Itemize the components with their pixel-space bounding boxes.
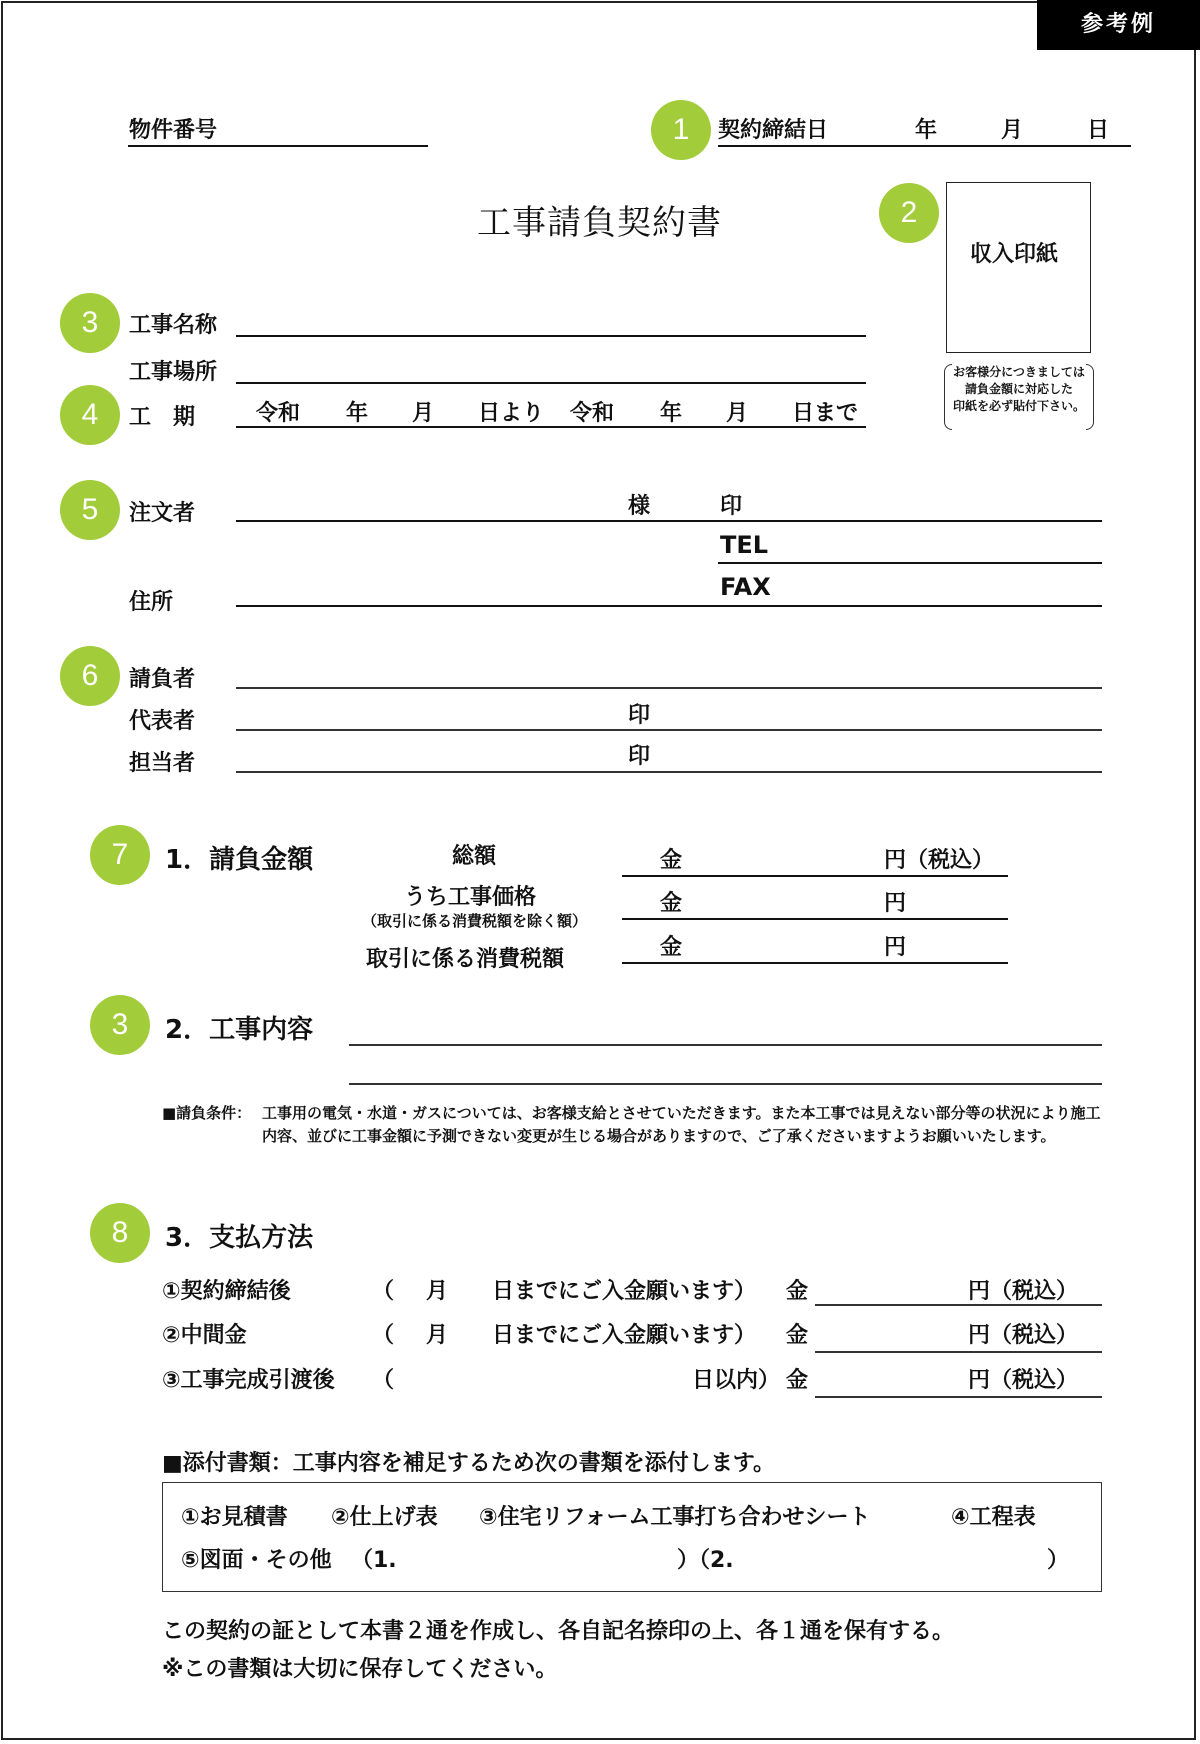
period-year-2: 年 — [660, 401, 683, 426]
payment-3-field[interactable] — [815, 1396, 1102, 1398]
payment-2-text: 日までにご入金願います） — [492, 1323, 757, 1348]
stamp-note — [944, 364, 1094, 430]
fax-label: FAX — [720, 573, 771, 601]
bracket-right-icon — [1086, 364, 1094, 430]
project-name-label: 工事名称 — [129, 313, 218, 338]
orderer-seal: 印 — [720, 494, 743, 519]
contract-day-unit: 日 — [1087, 118, 1110, 143]
conditions-label: ■請負条件： — [162, 1104, 252, 1122]
period-era-1: 令和 — [256, 401, 301, 426]
attachment-estimate: ①お見積書 — [181, 1505, 288, 1530]
attachment-other-1[interactable]: （1. — [351, 1548, 397, 1573]
attachments-heading: ■添付書類：工事内容を補足するため次の書類を添付します。 — [162, 1451, 776, 1476]
contract-date-field[interactable] — [718, 145, 1131, 147]
reference-badge: 参考例 — [1037, 0, 1200, 50]
representative-seal: 印 — [628, 703, 651, 728]
attachment-meeting-sheet: ③住宅リフォーム工事打ち合わせシート — [479, 1505, 871, 1530]
payment-1-field[interactable] — [815, 1304, 1102, 1306]
attachment-other-2[interactable]: ）（2. — [677, 1548, 734, 1573]
property-number-label: 物件番号 — [129, 118, 218, 143]
amount-tax-label: 取引に係る消費税額 — [366, 947, 565, 972]
project-site-label: 工事場所 — [129, 360, 218, 385]
marker-5: 5 — [60, 480, 120, 540]
page-title: 工事請負契約書 — [477, 203, 722, 243]
marker-6: 6 — [60, 646, 120, 706]
attachments-box — [162, 1482, 1102, 1592]
payment-2-paren: （ — [372, 1323, 395, 1348]
payment-3-kin: 金 — [786, 1368, 809, 1393]
marker-8: 8 — [90, 1203, 150, 1263]
contract-year-unit: 年 — [915, 118, 938, 143]
payment-1-month: 月 — [426, 1279, 449, 1304]
payment-heading: 3．支払方法 — [165, 1223, 314, 1253]
stamp-note-line-3: 印紙を必ず貼付下さい。 — [952, 399, 1085, 413]
work-heading: 2．工事内容 — [165, 1015, 314, 1045]
marker-3b: 3 — [90, 995, 150, 1055]
payment-3-text: 日以内） — [692, 1368, 781, 1393]
footer-note: ※この書類は大切に保存してください。 — [162, 1657, 558, 1682]
period-from: 日より — [478, 401, 545, 426]
period-era-2: 令和 — [570, 401, 615, 426]
attachment-schedule: ④工程表 — [951, 1505, 1036, 1530]
payment-1-paren: （ — [372, 1279, 395, 1304]
payment-1-text: 日までにご入金願います） — [492, 1279, 757, 1304]
payment-2-kin: 金 — [786, 1323, 809, 1348]
staff-label: 担当者 — [129, 751, 196, 776]
conditions-text: 工事用の電気・水道・ガスについては、お客様支給とさせていただきます。また本工事では見えない部分等の状況により施工内容、並びに工事金額に予測できない変更が生じる場合がありますので、ご了承くださいますようお願いいたします。 — [262, 1104, 1101, 1145]
contractor-field[interactable] — [236, 687, 1102, 689]
amount-tax-kin: 金 — [660, 935, 683, 960]
payment-2-month: 月 — [426, 1323, 449, 1348]
staff-seal: 印 — [628, 744, 651, 769]
amount-price-field[interactable] — [622, 918, 1008, 920]
payment-2-yen: 円（税込） — [968, 1323, 1079, 1348]
amount-price-yen: 円 — [884, 891, 907, 916]
work-field-1[interactable] — [349, 1044, 1102, 1046]
payment-2-label: ②中間金 — [162, 1323, 247, 1348]
attachment-other-end: ） — [1047, 1548, 1070, 1573]
marker-3: 3 — [60, 293, 120, 353]
payment-3-label: ③工事完成引渡後 — [162, 1368, 335, 1393]
property-number-field[interactable] — [128, 145, 428, 147]
amount-total-kin: 金 — [660, 848, 683, 873]
tel-label: TEL — [720, 531, 769, 559]
revenue-stamp-label: 収入印紙 — [970, 242, 1059, 267]
representative-label: 代表者 — [129, 709, 196, 734]
contract-date-label: 契約締結日 — [718, 118, 829, 143]
amount-total-yen: 円（税込） — [884, 848, 995, 873]
amount-price-label: うち工事価格 — [404, 885, 537, 910]
amount-price-sub: （取引に係る消費税額を除く額） — [362, 912, 588, 930]
amount-tax-yen: 円 — [884, 935, 907, 960]
contractor-label: 請負者 — [129, 667, 196, 692]
address-label: 住所 — [129, 590, 174, 615]
payment-1-yen: 円（税込） — [968, 1279, 1079, 1304]
contract-month-unit: 月 — [1001, 118, 1024, 143]
payment-1-kin: 金 — [786, 1279, 809, 1304]
stamp-note-line-2: 請負金額に対応した — [964, 382, 1073, 396]
revenue-stamp-box — [946, 182, 1091, 353]
stamp-note-line-1: お客様分につきましては — [953, 365, 1085, 379]
attachment-other-label: ⑤図面・その他 — [181, 1548, 332, 1573]
work-field-2[interactable] — [349, 1083, 1102, 1085]
amount-heading: 1．請負金額 — [165, 845, 314, 875]
marker-7: 7 — [90, 825, 150, 885]
amount-total-label: 総額 — [452, 844, 497, 869]
payment-3-paren: （ — [372, 1368, 395, 1393]
contract-conditions — [162, 1102, 1107, 1148]
payment-3-yen: 円（税込） — [968, 1368, 1079, 1393]
amount-price-kin: 金 — [660, 891, 683, 916]
payment-2-field[interactable] — [815, 1351, 1102, 1353]
marker-2: 2 — [879, 183, 939, 243]
period-month-2: 月 — [726, 401, 749, 426]
footer-statement: この契約の証として本書２通を作成し、各自記名捺印の上、各１通を保有する。 — [162, 1619, 955, 1644]
amount-tax-field[interactable] — [622, 962, 1008, 964]
project-name-field[interactable] — [236, 335, 866, 337]
period-label: 工 期 — [129, 405, 196, 430]
attachment-finish-table: ②仕上げ表 — [331, 1505, 438, 1530]
period-field[interactable] — [236, 426, 866, 428]
orderer-label: 注文者 — [129, 501, 196, 526]
bracket-left-icon — [944, 364, 952, 430]
representative-field[interactable] — [236, 729, 1102, 731]
period-month-1: 月 — [412, 401, 435, 426]
amount-total-field[interactable] — [622, 875, 1008, 877]
marker-4: 4 — [60, 385, 120, 445]
period-to: 日まで — [792, 401, 859, 426]
address-field[interactable] — [236, 605, 1102, 607]
staff-field[interactable] — [236, 771, 1102, 773]
period-year-1: 年 — [346, 401, 369, 426]
orderer-honorific: 様 — [628, 494, 651, 519]
orderer-name-field[interactable] — [236, 520, 1102, 522]
tel-field[interactable] — [718, 562, 1102, 564]
payment-1-label: ①契約締結後 — [162, 1279, 291, 1304]
project-site-field[interactable] — [236, 382, 866, 384]
marker-1: 1 — [651, 100, 711, 160]
